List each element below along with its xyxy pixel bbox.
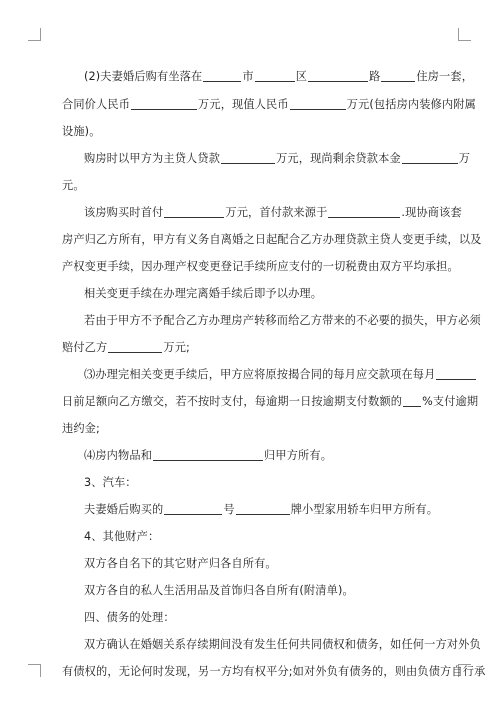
crop-mark-top-left (28, 28, 41, 41)
text-line: 元。 (62, 179, 85, 192)
section-heading: 4、其他财产： (84, 530, 160, 543)
text-line: 产权变更手续，因办理产权变更登记手续所应支付的一切税费由双方平均承担。 (62, 260, 459, 273)
text-line: 双方确认在婚姻关系存续期间没有发生任何共同债权和债务，如任何一方对外负 (84, 638, 481, 651)
text-line: 夫妻婚后购买的 号 牌小型家用轿车归甲方所有。 (84, 503, 439, 516)
text-line: 购房时以甲方为主贷人贷款 万元，现尚剩余贷款本金 万 (84, 152, 471, 165)
section-heading: 3、汽车： (84, 476, 137, 489)
text-line: 双方各自名下的其它财产归各自所有。 (84, 557, 277, 570)
text-line: 违约金; (62, 422, 100, 435)
section-heading: 四、债务的处理： (84, 611, 175, 624)
crop-mark-top-right (458, 28, 471, 41)
text-line: ⑶办理完相关变更手续后，甲方应将原按揭合同的每月应交款项在每月 (84, 368, 442, 382)
text-line: 有债权的，无论何时发现，另一方均有权平分;如对外负有债务的，则由负债方自行承 (62, 665, 486, 678)
text-line: 日前足额向乙方缴交，若不按时支付，每逾期一日按逾期支付数额的 %支付逾期 (62, 395, 479, 408)
text-line: 双方各自的私人生活用品及首饰归各自所有(附清单)。 (84, 584, 354, 597)
text-line: 合同价人民币 万元，现值人民币 万元(包括房内装修内附属 (62, 98, 476, 111)
text-line: 相关变更手续在办理完离婚手续后即予以办理。 (84, 287, 323, 300)
text-line: 赔付乙方 万元; (62, 341, 190, 354)
text-line: (2)夫妻婚后购有坐落在 市 区 路 住房一套， (84, 70, 474, 83)
text-line: 该房购买时首付 万元，首付款来源于 .现协商该套 (84, 206, 462, 219)
crop-mark-bottom-left (28, 664, 41, 677)
text-line: 设施)。 (62, 125, 101, 138)
text-line: 房产归乙方所有，甲方有义务自离婚之日起配合乙方办理贷款主贷人变更手续，以及 (62, 233, 482, 246)
text-line: 若由于甲方不予配合乙方办理房产转移而给乙方带来的不必要的损失，甲方必须 (84, 314, 481, 327)
text-line: ⑷房内物品和 归甲方所有。 (84, 449, 333, 462)
